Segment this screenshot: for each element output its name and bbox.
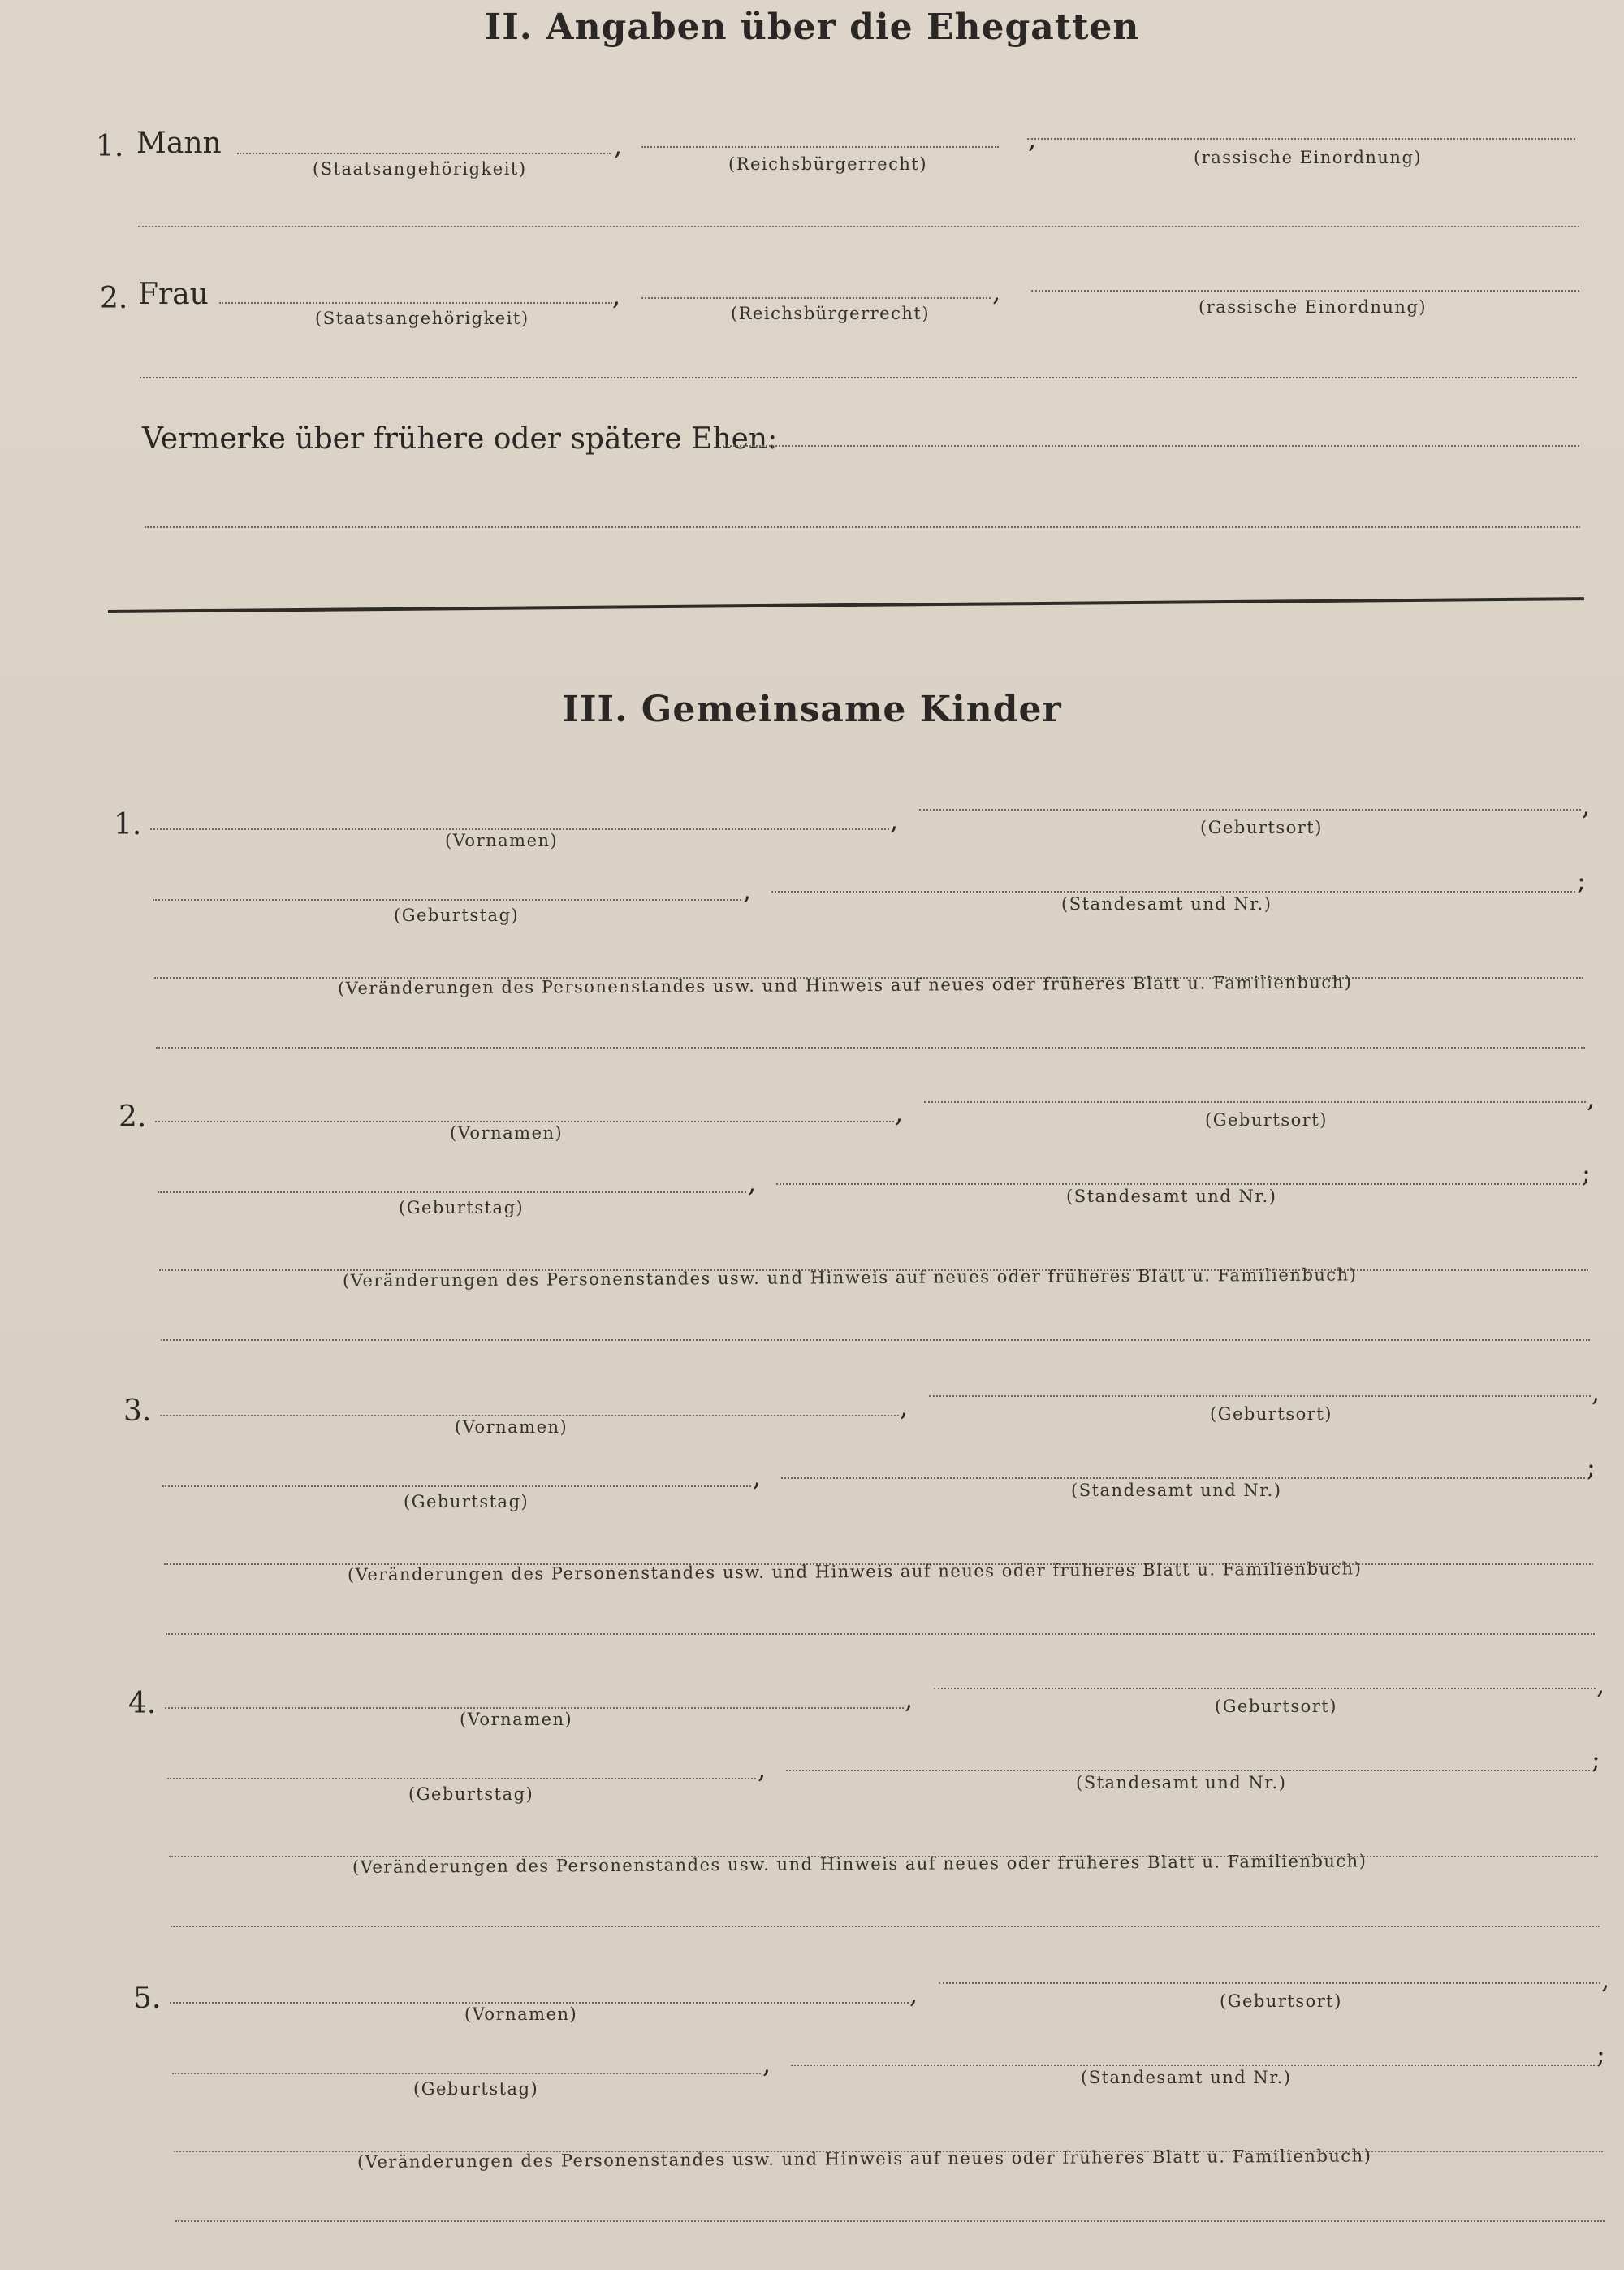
frau-number: 2. [100, 282, 128, 315]
caption-geburtsort: (Geburtsort) [1205, 1110, 1328, 1130]
comma: , [758, 1753, 767, 1784]
semicolon: ; [1577, 865, 1586, 896]
caption-vornamen: (Vornamen) [464, 2004, 578, 2024]
caption-vornamen: (Vornamen) [455, 1417, 568, 1437]
vornamen-field[interactable] [150, 828, 889, 830]
caption-vornamen: (Vornamen) [460, 1710, 573, 1729]
vermerke-field-2[interactable] [145, 526, 1580, 528]
veraenderungen-field-2[interactable] [175, 2220, 1605, 2222]
geburtsort-field[interactable] [924, 1101, 1586, 1103]
child-number: 1. [114, 808, 142, 841]
geburtsort-field[interactable] [934, 1688, 1596, 1689]
geburtstag-field[interactable] [167, 1778, 756, 1779]
veraenderungen-field-2[interactable] [166, 1633, 1595, 1635]
section-divider [108, 597, 1584, 613]
comma: , [614, 130, 623, 161]
caption-veraenderungen: (Veränderungen des Personenstandes usw. und Hinweis auf neues oder früheres Blatt u. Familienbuch) [342, 1265, 1358, 1291]
mann-number: 1. [96, 130, 124, 163]
caption-standesamt: (Standesamt und Nr.) [1076, 1773, 1287, 1792]
caption-geburtsort: (Geburtsort) [1220, 1991, 1342, 2011]
frau-reich-field[interactable] [641, 297, 991, 299]
caption-veraenderungen: (Veränderungen des Personenstandes usw. und Hinweis auf neues oder früheres Blatt u. Familienbuch) [356, 2146, 1372, 2172]
comma: , [753, 1461, 762, 1492]
caption-staat: (Staatsangehörigkeit) [313, 159, 527, 179]
caption-geburtstag: (Geburtstag) [413, 2079, 539, 2099]
comma: , [1596, 1669, 1605, 1700]
vermerke-field[interactable] [723, 445, 1579, 447]
caption-geburtstag: (Geburtstag) [408, 1784, 534, 1804]
semicolon: ; [1596, 2039, 1605, 2069]
comma: , [895, 1097, 904, 1128]
standesamt-field[interactable] [771, 891, 1575, 893]
comma: , [900, 1391, 909, 1422]
comma: , [909, 1978, 918, 2009]
caption-geburtstag: (Geburtstag) [394, 906, 520, 925]
caption-geburtstag: (Geburtstag) [404, 1492, 529, 1511]
section-title-children: III. Gemeinsame Kinder [562, 689, 1062, 730]
geburtstag-field[interactable] [158, 1191, 746, 1193]
comma: , [992, 276, 1001, 307]
standesamt-field[interactable] [781, 1477, 1585, 1479]
geburtsort-field[interactable] [929, 1395, 1591, 1397]
vornamen-field[interactable] [155, 1121, 894, 1122]
caption-geburtsort: (Geburtsort) [1200, 818, 1323, 837]
comma: , [1601, 1964, 1610, 1995]
frau-rasse-field[interactable] [1031, 290, 1579, 292]
comma: , [890, 805, 899, 836]
frau-label: Frau [138, 278, 209, 311]
child-number: 4. [128, 1687, 157, 1720]
geburtstag-field[interactable] [153, 899, 741, 901]
comma: , [612, 280, 621, 311]
caption-staat: (Staatsangehörigkeit) [315, 309, 529, 328]
semicolon: ; [1592, 1744, 1600, 1775]
comma: , [1028, 123, 1037, 154]
caption-vornamen: (Vornamen) [445, 831, 559, 850]
caption-standesamt: (Standesamt und Nr.) [1066, 1187, 1277, 1206]
veraenderungen-field-2[interactable] [161, 1339, 1590, 1341]
mann-rasse-field[interactable] [1027, 138, 1575, 140]
vornamen-field[interactable] [170, 2002, 909, 2004]
child-number: 3. [123, 1394, 152, 1428]
caption-vornamen: (Vornamen) [450, 1123, 564, 1143]
vornamen-field[interactable] [160, 1415, 899, 1416]
semicolon: ; [1582, 1157, 1591, 1188]
comma: , [1592, 1377, 1600, 1407]
caption-veraenderungen: (Veränderungen des Personenstandes usw. und Hinweis auf neues oder früheres Blatt u. Familienbuch) [347, 1559, 1363, 1585]
caption-geburtsort: (Geburtsort) [1215, 1697, 1337, 1716]
caption-reich: (Reichsbürgerrecht) [728, 154, 928, 174]
veraenderungen-field-2[interactable] [171, 1926, 1600, 1927]
vornamen-field[interactable] [165, 1707, 904, 1709]
comma: , [762, 2048, 771, 2079]
vermerke-label: Vermerke über frühere oder spätere Ehen: [142, 422, 778, 456]
geburtstag-field[interactable] [162, 1485, 751, 1487]
geburtsort-field[interactable] [939, 1982, 1600, 1984]
child-number: 5. [133, 1982, 162, 2015]
geburtsort-field[interactable] [919, 809, 1581, 811]
veraenderungen-field-2[interactable] [156, 1047, 1585, 1049]
caption-geburtstag: (Geburtstag) [399, 1198, 525, 1217]
standesamt-field[interactable] [776, 1183, 1580, 1185]
mann-extra-field[interactable] [138, 226, 1579, 227]
caption-veraenderungen: (Veränderungen des Personenstandes usw. und Hinweis auf neues oder früheres Blatt u. Familienbuch) [352, 1851, 1367, 1877]
comma: , [905, 1684, 914, 1714]
caption-rasse: (rassische Einordnung) [1194, 148, 1423, 167]
frau-staat-field[interactable] [219, 302, 612, 304]
caption-reich: (Reichsbürgerrecht) [731, 304, 931, 323]
comma: , [1582, 790, 1591, 821]
mann-staat-field[interactable] [237, 153, 611, 154]
caption-standesamt: (Standesamt und Nr.) [1071, 1481, 1282, 1500]
mann-reich-field[interactable] [641, 146, 999, 148]
mann-label: Mann [136, 127, 222, 160]
caption-veraenderungen: (Veränderungen des Personenstandes usw. und Hinweis auf neues oder früheres Blatt u. Familienbuch) [337, 972, 1353, 998]
standesamt-field[interactable] [791, 2065, 1595, 2066]
geburtstag-field[interactable] [172, 2073, 761, 2074]
frau-extra-field[interactable] [140, 377, 1577, 378]
caption-standesamt: (Standesamt und Nr.) [1081, 2068, 1292, 2087]
semicolon: ; [1587, 1451, 1596, 1482]
caption-geburtsort: (Geburtsort) [1210, 1404, 1332, 1424]
child-number: 2. [119, 1100, 147, 1134]
comma: , [743, 875, 752, 906]
standesamt-field[interactable] [786, 1770, 1590, 1771]
comma: , [1587, 1083, 1596, 1113]
caption-rasse: (rassische Einordnung) [1199, 297, 1427, 317]
comma: , [748, 1167, 757, 1198]
section-title-spouses: II. Angaben über die Ehegatten [484, 6, 1140, 48]
caption-standesamt: (Standesamt und Nr.) [1061, 894, 1272, 914]
